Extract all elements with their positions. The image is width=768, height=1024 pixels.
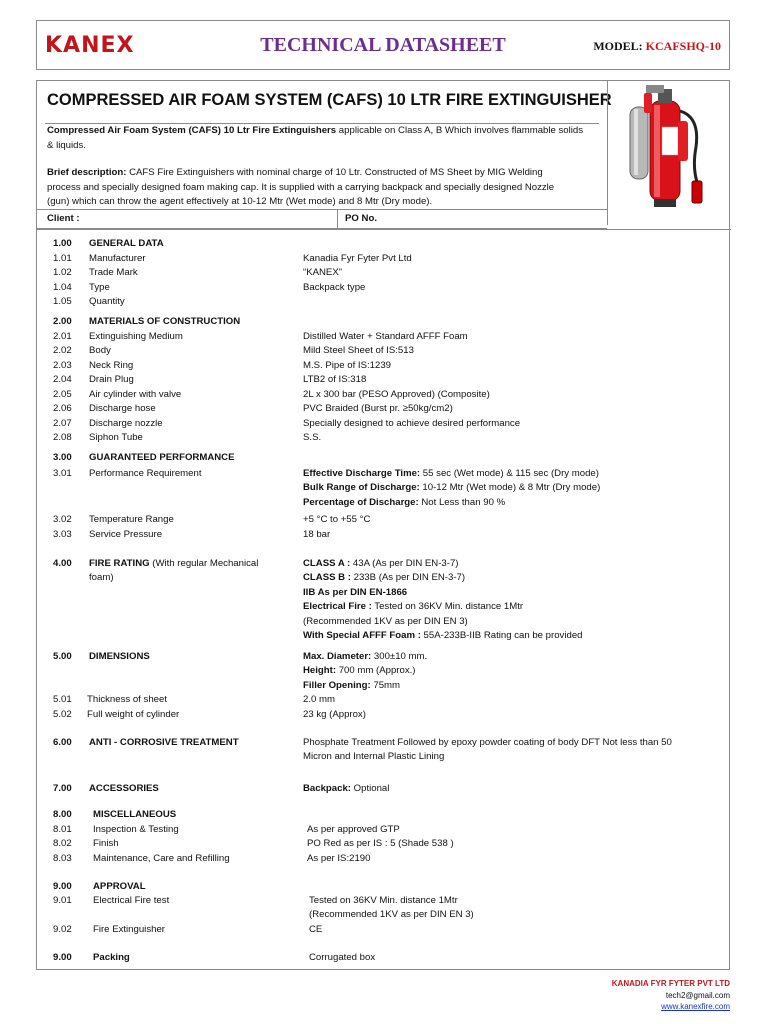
section-number: 6.00 bbox=[53, 737, 72, 748]
row-label: Finish bbox=[93, 838, 119, 849]
product-image bbox=[607, 81, 732, 225]
value-text: 55A-233B-IIB Rating can be provided bbox=[420, 630, 583, 642]
section-number: 8.00 bbox=[53, 809, 72, 820]
row-value: 23 kg (Approx) bbox=[303, 709, 366, 720]
row-value: M.S. Pipe of IS:1239 bbox=[303, 359, 391, 371]
row-label: Body bbox=[89, 345, 111, 356]
value-text: 75mm bbox=[370, 679, 401, 691]
footer-website-link[interactable]: www.kanexfire.com bbox=[661, 1002, 730, 1011]
value-text: Optional bbox=[351, 783, 390, 794]
row-value: 2L x 300 bar (PESO Approved) (Composite) bbox=[303, 388, 490, 400]
row-value: 18 bar bbox=[303, 529, 331, 540]
model-number bbox=[593, 39, 721, 54]
row-label: Manufacturer bbox=[89, 252, 146, 264]
row-label: Type bbox=[89, 281, 110, 293]
section-title: GUARANTEED PERFORMANCE bbox=[89, 452, 235, 463]
value-key: Filler Opening: bbox=[303, 679, 371, 691]
model-value: KCAFSHQ-10 bbox=[645, 39, 721, 53]
row-label: Thickness of sheet bbox=[87, 694, 167, 705]
section-title bbox=[89, 557, 279, 586]
brief-line3: (gun) which can throw the agent effectively at 10-12 Mtr (Wet mode) and 8 Mtr (Dry mode). bbox=[47, 196, 433, 208]
row-number: 2.03 bbox=[53, 359, 72, 371]
value-key: Electrical Fire : bbox=[303, 601, 372, 613]
row-number: 8.02 bbox=[53, 838, 72, 849]
row-number: 2.01 bbox=[53, 330, 72, 342]
row-number: 2.02 bbox=[53, 345, 72, 356]
row-number: 2.08 bbox=[53, 432, 72, 443]
product-title: COMPRESSED AIR FOAM SYSTEM (CAFS) 10 LTR FIRE EXTINGUISHER bbox=[47, 91, 612, 109]
value-text: Tested on 36KV Min. distance 1Mtr bbox=[371, 601, 524, 613]
brief-label: Brief description: bbox=[47, 167, 127, 178]
brief-line1: CAFS Fire Extinguishers with nominal charge of 10 Ltr. Constructed of MS Sheet by MIG Welding bbox=[126, 167, 543, 178]
row-label: Air cylinder with valve bbox=[89, 388, 182, 400]
row-value bbox=[303, 650, 723, 693]
row-label: Discharge nozzle bbox=[89, 417, 163, 429]
row-value bbox=[303, 557, 723, 643]
row-label: Extinguishing Medium bbox=[89, 330, 183, 342]
value-text: Micron and Internal Plastic Lining bbox=[303, 751, 445, 763]
value-text: 55 sec (Wet mode) & 115 sec (Dry mode) bbox=[420, 468, 599, 479]
row-label: Packing bbox=[93, 952, 130, 963]
section-number: 1.00 bbox=[53, 238, 72, 249]
brief-description bbox=[47, 166, 599, 210]
row-number: 2.06 bbox=[53, 403, 72, 414]
row-label: Fire Extinguisher bbox=[93, 924, 165, 935]
value-key: Percentage of Discharge: bbox=[303, 496, 419, 508]
value-text: 300±10 mm. bbox=[371, 651, 428, 662]
row-label: Trade Mark bbox=[89, 267, 138, 278]
section-title: APPROVAL bbox=[93, 881, 146, 892]
header-bar bbox=[36, 20, 730, 70]
document-title: TECHNICAL DATASHEET bbox=[260, 34, 506, 56]
row-value: CE bbox=[309, 924, 323, 935]
row-number: 3.02 bbox=[53, 514, 72, 525]
footer-company: KANADIA FYR FYTER PVT LTD bbox=[611, 979, 730, 988]
row-number: 2.04 bbox=[53, 374, 72, 385]
row-number: 9.00 bbox=[53, 952, 72, 963]
fire-rating-note: (With regular Mechanical bbox=[149, 558, 259, 569]
value-text: 43A (As per DIN EN-3-7) bbox=[350, 558, 459, 569]
row-label: Electrical Fire test bbox=[93, 895, 170, 906]
row-value: As per IS:2190 bbox=[307, 853, 371, 864]
footer bbox=[612, 978, 730, 1013]
po-label: PO No. bbox=[345, 213, 377, 224]
row-number: 3.01 bbox=[53, 468, 72, 479]
value-text: Phosphate Treatment Followed by epoxy powder coating of body DFT Not less than 50 bbox=[303, 737, 672, 748]
row-number: 8.01 bbox=[53, 824, 72, 835]
section-title: DIMENSIONS bbox=[89, 651, 150, 662]
row-value: 2.0 mm bbox=[303, 694, 335, 705]
section-title: GENERAL DATA bbox=[89, 238, 164, 249]
row-label: Full weight of cylinder bbox=[87, 709, 180, 720]
row-value bbox=[303, 782, 723, 796]
client-po-row bbox=[37, 209, 607, 229]
row-value: LTB2 of IS:318 bbox=[303, 374, 367, 385]
row-value: Specially designed to achieve desired performance bbox=[303, 417, 521, 429]
value-text: 233B (As per DIN EN-3-7) bbox=[350, 572, 466, 584]
section-title: ACCESSORIES bbox=[89, 783, 159, 794]
intro-line2: & liquids. bbox=[47, 139, 86, 151]
fire-rating-title: FIRE RATING bbox=[89, 558, 150, 569]
row-value: As per approved GTP bbox=[307, 824, 400, 835]
row-label: Discharge hose bbox=[89, 403, 156, 414]
row-value: PO Red as per IS : 5 (Shade 538 ) bbox=[307, 838, 454, 849]
fire-rating-note2: foam) bbox=[89, 572, 114, 584]
value-text: (Recommended 1KV as per DIN EN 3) bbox=[309, 909, 474, 921]
row-value: “KANEX” bbox=[303, 267, 342, 278]
row-label: Drain Plug bbox=[89, 374, 134, 385]
section-number: 4.00 bbox=[53, 558, 72, 569]
section-title: MISCELLANEOUS bbox=[93, 809, 177, 820]
intro-rest: applicable on Class A, B Which involves flammable solids bbox=[336, 125, 584, 136]
section-number: 7.00 bbox=[53, 783, 72, 794]
row-number: 1.01 bbox=[53, 252, 72, 264]
row-value: S.S. bbox=[303, 432, 322, 443]
row-number: 8.03 bbox=[53, 853, 72, 864]
row-label: Neck Ring bbox=[89, 359, 134, 371]
row-number: 3.03 bbox=[53, 529, 72, 540]
section-title: ANTI - CORROSIVE TREATMENT bbox=[89, 737, 239, 748]
row-number: 5.02 bbox=[53, 709, 72, 720]
section-number: 5.00 bbox=[53, 651, 72, 662]
row-label: Performance Requirement bbox=[89, 468, 202, 479]
row-number: 2.07 bbox=[53, 417, 72, 429]
section-number: 3.00 bbox=[53, 452, 72, 463]
row-number: 2.05 bbox=[53, 388, 72, 400]
row-value: Backpack type bbox=[303, 281, 366, 293]
value-text: 700 mm (Approx.) bbox=[336, 665, 416, 677]
spec-divider bbox=[37, 229, 731, 230]
value-key: Backpack: bbox=[303, 783, 351, 794]
row-value: Corrugated box bbox=[309, 952, 376, 963]
intro-paragraph bbox=[47, 124, 599, 153]
row-label: Quantity bbox=[89, 296, 125, 307]
row-label: Inspection & Testing bbox=[93, 824, 179, 835]
row-value bbox=[303, 467, 723, 510]
value-key: Height: bbox=[303, 665, 337, 677]
row-number: 9.02 bbox=[53, 924, 72, 935]
row-number: 9.01 bbox=[53, 895, 72, 906]
value-text: Not Less than 90 % bbox=[418, 496, 506, 508]
row-value: +5 °C to +55 °C bbox=[303, 514, 371, 525]
row-value: Kanadia Fyr Fyter Pvt Ltd bbox=[303, 252, 412, 264]
row-number: 1.04 bbox=[53, 281, 72, 293]
value-key: CLASS A : bbox=[303, 558, 351, 569]
datasheet-body bbox=[36, 80, 730, 970]
row-number: 1.05 bbox=[53, 296, 72, 307]
value-text: Tested on 36KV Min. distance 1Mtr bbox=[309, 895, 458, 906]
section-title: MATERIALS OF CONSTRUCTION bbox=[89, 316, 241, 327]
value-key: With Special AFFF Foam : bbox=[303, 630, 421, 642]
client-label: Client : bbox=[47, 213, 80, 224]
kanex-logo: KANEX bbox=[45, 33, 135, 58]
row-label: Temperature Range bbox=[89, 514, 174, 525]
value-text: (Recommended 1KV as per DIN EN 3) bbox=[303, 615, 468, 627]
value-key: Max. Diameter: bbox=[303, 651, 372, 662]
row-value: Mild Steel Sheet of IS:513 bbox=[303, 345, 414, 356]
extinguisher-illustration bbox=[608, 81, 732, 225]
value-key: Effective Discharge Time: bbox=[303, 468, 421, 479]
brief-line2: process and specially designed foam making cap. It is supplied with a carrying backpack and specially designed Nozzle bbox=[47, 181, 555, 193]
row-label: Maintenance, Care and Refilling bbox=[93, 853, 230, 864]
client-po-separator bbox=[337, 210, 338, 228]
value-key: Bulk Range of Discharge: bbox=[303, 482, 420, 494]
row-label: Service Pressure bbox=[89, 529, 163, 540]
model-label: MODEL: bbox=[593, 39, 643, 53]
row-value: PVC Braided (Burst pr. ≥50kg/cm2) bbox=[303, 403, 453, 414]
row-number: 5.01 bbox=[53, 694, 72, 705]
row-value: Distilled Water + Standard AFFF Foam bbox=[303, 330, 468, 342]
section-number: 9.00 bbox=[53, 881, 72, 892]
value-key: IIB As per DIN EN-1866 bbox=[303, 586, 408, 598]
footer-email[interactable]: tech2@gmail.com bbox=[665, 990, 730, 1000]
row-value bbox=[303, 736, 723, 765]
row-value bbox=[309, 894, 729, 923]
intro-bold: Compressed Air Foam System (CAFS) 10 Ltr Fire Extinguishers bbox=[47, 125, 337, 136]
row-label: Siphon Tube bbox=[89, 432, 143, 443]
value-text: 10-12 Mtr (Wet mode) & 8 Mtr (Dry mode) bbox=[419, 482, 601, 494]
row-number: 1.02 bbox=[53, 267, 72, 278]
section-number: 2.00 bbox=[53, 316, 72, 327]
value-key: CLASS B : bbox=[303, 572, 351, 584]
